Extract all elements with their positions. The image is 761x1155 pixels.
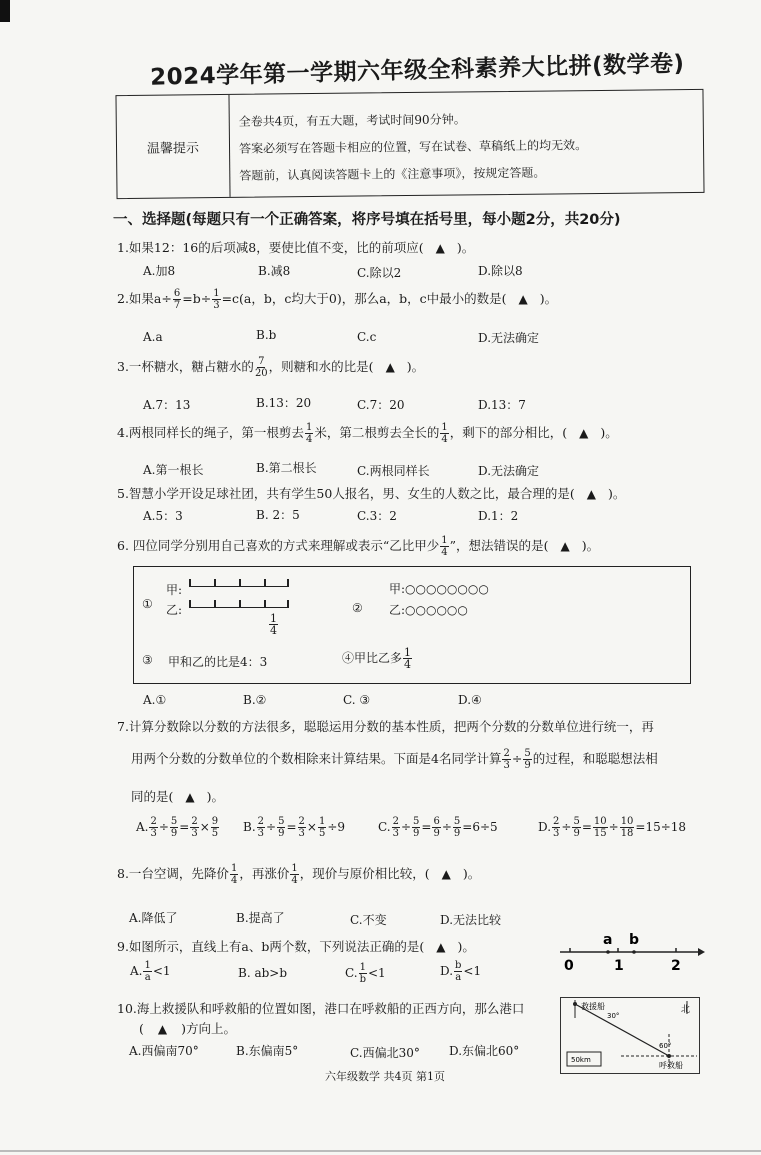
question-4: 4.两根同样长的绳子，第一根剪去 $\frac{1}{4}$ 米，第二根剪去全长的 $\frac{1}{4}$ ，剩下的部分相比，( ▲ )。 xyxy=(117,422,618,445)
option-3b: B.13：20 xyxy=(256,396,312,410)
option-10d: D.东偏北60° xyxy=(449,1044,520,1058)
option-5b: B. 2：5 xyxy=(256,508,300,522)
option-10b: B.东偏南5° xyxy=(236,1044,299,1058)
yi-bar xyxy=(189,600,289,608)
option-3d: D.13：7 xyxy=(478,398,526,412)
question-2: 2.如果a÷ $\frac{6}{7}$ =b÷ $\frac{1}{3}$ =c(a，b，c均大于0)，那么a，b，c中最小的数是( ▲ )。 xyxy=(117,288,558,311)
tips-label: 温馨提示 xyxy=(116,95,230,198)
yi-circles: 乙:○○○○○○ xyxy=(389,603,468,617)
figure-circle-1: ① xyxy=(142,597,153,611)
option-8b: B.提高了 xyxy=(236,911,285,925)
option-10a: A.西偏南70° xyxy=(129,1044,199,1058)
figure-item-4: ④甲比乙多 $\frac{1}{4}$ xyxy=(342,646,412,671)
option-2a: A.a xyxy=(143,330,163,344)
tips-line: 全卷共4页，有五大题，考试时间90分钟。 xyxy=(238,112,466,129)
option-1a: A.加8 xyxy=(143,264,176,278)
option-6a: A.① xyxy=(143,693,167,707)
question-7-line-1: 7.计算分数除以分数的方法很多，聪聪运用分数的基本性质，把两个分数的分数单位进行统一，再 xyxy=(117,719,654,734)
question-5: 5.智慧小学开设足球社团，共有学生50人报名，男、女生的人数之比，最合理的是( ▲ )。 xyxy=(117,486,626,501)
point-a-label: a xyxy=(603,932,613,948)
option-4b: B.第二根长 xyxy=(256,461,317,475)
figure-circle-3: ③ xyxy=(142,653,153,667)
option-7c: C. $\frac{2}{3}$ ÷ $\frac{5}{9}$ = $\frac{6}{9}$ ÷ $\frac{5}{9}$ =6÷5 xyxy=(378,816,498,839)
calling-ship-label: 呼救船 xyxy=(659,1061,683,1070)
north-label: 北 xyxy=(681,1005,691,1015)
tick-2-label: 2 xyxy=(671,958,681,974)
option-4c: C.两根同样长 xyxy=(357,464,430,478)
option-6b: B.② xyxy=(243,693,267,707)
option-9c: C. $\frac{1}{b}$ <1 xyxy=(345,962,386,985)
jia-circles: 甲:○○○○○○○○ xyxy=(389,582,489,596)
option-5d: D.1：2 xyxy=(478,509,519,523)
tips-line: 答案必须写在答题卡相应的位置，写在试卷、草稿纸上的均无效。 xyxy=(238,138,588,156)
rescue-map-figure xyxy=(560,997,700,1074)
question-10-line-2: ( ▲ )方向上。 xyxy=(139,1021,237,1036)
option-4a: A.第一根长 xyxy=(143,463,204,477)
question-9: 9.如图所示，直线上有a、b两个数，下列说法正确的是( ▲ )。 xyxy=(117,939,475,954)
option-1b: B.减8 xyxy=(258,264,291,278)
option-3a: A.7：13 xyxy=(143,398,191,412)
question-8: 8.一台空调，先降价 $\frac{1}{4}$ ，再涨价 $\frac{1}{4}$ ，现价与原价相比较，( ▲ )。 xyxy=(117,863,481,886)
page-title: 2024学年第一学期六年级全科素养大比拼(数学卷) xyxy=(149,50,685,91)
option-2c: C.c xyxy=(357,330,377,344)
question-1: 1.如果12：16的后项减8，要使比值不变，比的前项应( ▲ )。 xyxy=(117,240,475,255)
tips-line: 答题前，认真阅读答题卡上的《注意事项》，按规定答题。 xyxy=(239,165,546,183)
scan-corner-mark xyxy=(0,0,10,22)
question-10-line-1: 10.海上救援队和呼救船的位置如图，港口在呼救船的正西方向，那么港口 xyxy=(117,1001,525,1016)
point-b-label: b xyxy=(629,932,640,948)
section-heading: 一、选择题(每题只有一个正确答案，将序号填在括号里，每小题2分，共20分) xyxy=(113,212,621,228)
figure-circle-2: ② xyxy=(352,601,363,615)
option-8d: D.无法比较 xyxy=(440,913,502,927)
option-9a: A. $\frac{1}{a}$ <1 xyxy=(130,960,171,983)
option-3c: C.7：20 xyxy=(357,398,405,412)
ratio-text: 甲和乙的比是4：3 xyxy=(168,655,268,669)
bottom-edge xyxy=(0,1150,761,1152)
angle-60-label: 60° xyxy=(659,1042,672,1050)
option-7b: B. $\frac{2}{3}$ ÷ $\frac{5}{9}$ = $\frac{2}{3}$ × $\frac{1}{5}$ ÷9 xyxy=(243,816,346,839)
question-7-line-3: 同的是( ▲ )。 xyxy=(131,789,225,804)
tick-1-label: 1 xyxy=(614,958,624,974)
option-2b: B.b xyxy=(256,328,277,342)
option-9b: B. ab>b xyxy=(238,966,288,980)
question-3: 3.一杯糖水，糖占糖水的 $\frac{7}{20}$ ，则糖和水的比是( ▲ )。 xyxy=(117,356,425,379)
question-7-line-2: 用两个分数的分数单位的个数相除来计算结果。下面是4名同学计算 $\frac{2}{3}$ ÷ $\frac{5}{9}$ 的过程，和聪聪想法相 xyxy=(131,748,658,771)
tips-box xyxy=(115,89,704,199)
jia-label: 甲: xyxy=(166,583,183,597)
option-5c: C.3：2 xyxy=(357,509,397,523)
question-6: 6. 四位同学分别用自己喜欢的方式来理解或表示“乙比甲少 $\frac{1}{4}$ ”，想法错误的是( ▲ )。 xyxy=(117,535,600,558)
option-10c: C.西偏北30° xyxy=(350,1046,420,1060)
option-1d: D.除以8 xyxy=(478,264,523,278)
yi-label: 乙: xyxy=(166,603,183,617)
option-5a: A.5：3 xyxy=(143,509,183,523)
rescue-ship-label: 救援船 xyxy=(581,1002,605,1011)
option-6c: C. ③ xyxy=(343,693,371,707)
jia-bar xyxy=(189,579,289,587)
option-6d: D.④ xyxy=(458,693,482,707)
option-7d: D. $\frac{2}{3}$ ÷ $\frac{5}{9}$ = $\frac{10}{15}$ ÷ $\frac{10}{18}$ =15÷18 xyxy=(538,816,687,839)
option-8a: A.降低了 xyxy=(129,911,178,925)
option-8c: C.不变 xyxy=(350,913,387,927)
number-line-figure xyxy=(556,928,706,978)
tick-0-label: 0 xyxy=(564,958,574,974)
option-7a: A. $\frac{2}{3}$ ÷ $\frac{5}{9}$ = $\frac{2}{3}$ × $\frac{9}{5}$ xyxy=(136,816,219,839)
option-4d: D.无法确定 xyxy=(478,464,540,478)
option-9d: D. $\frac{b}{a}$ <1 xyxy=(440,960,482,983)
option-1c: C.除以2 xyxy=(357,266,402,280)
q6-figure: ① 甲: 乙: $\frac{1}{4}$ 甲:○○○○○○○○ ② 乙:○○○○○○ ③ 甲和乙的比是4：3 ④甲比乙多 $\frac{1}{4}$ xyxy=(133,566,691,684)
option-2d: D.无法确定 xyxy=(478,331,540,345)
answer-mark: ▲ xyxy=(435,241,445,255)
scale-label: 50km xyxy=(571,1056,591,1064)
angle-30-label: 30° xyxy=(607,1012,620,1020)
page-footer: 六年级数学 共4页 第1页 xyxy=(325,1070,445,1083)
